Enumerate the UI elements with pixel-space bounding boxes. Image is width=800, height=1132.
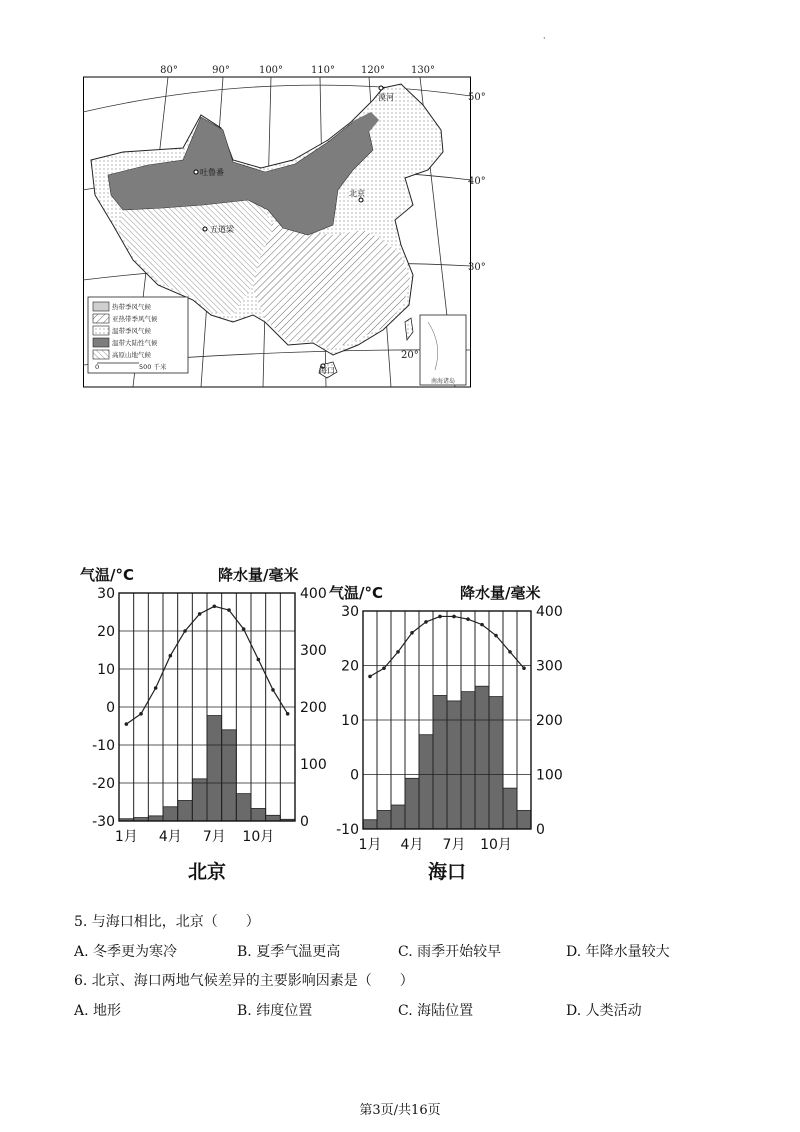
stray-dot: · — [543, 34, 546, 43]
month-tick-label: 1月 — [358, 837, 382, 853]
precip-bar — [251, 808, 266, 821]
latitude-label: 50° — [468, 92, 486, 103]
legend-item: 热带季风气候 — [112, 303, 151, 311]
question-5-option-b[interactable]: B. 夏季气温更高 — [237, 944, 341, 960]
chart-title: 海口 — [427, 861, 467, 883]
precip-axis-title: 降水量/毫米 — [460, 584, 541, 602]
precip-bar — [178, 800, 193, 821]
scale-label: 500 千米 — [139, 363, 167, 371]
precip-tick-label: 200 — [536, 713, 563, 729]
precip-tick-label: 0 — [300, 814, 309, 830]
temperature-point — [494, 634, 498, 638]
south-china-sea-inset — [420, 315, 466, 385]
temperature-point — [368, 675, 372, 679]
temperature-point — [125, 722, 129, 726]
temp-tick-label: 20 — [97, 624, 115, 640]
temperature-point — [382, 666, 386, 670]
longitude-label: 120° — [360, 65, 386, 76]
precip-bar — [489, 697, 503, 829]
precip-bar — [148, 816, 163, 821]
precip-tick-label: 100 — [536, 767, 563, 784]
temperature-point — [169, 654, 173, 658]
haikou-climate-chart — [322, 578, 572, 883]
precip-bar — [419, 735, 433, 829]
temperature-point — [452, 615, 456, 619]
month-tick-label: 4月 — [400, 837, 424, 853]
temperature-point — [508, 650, 512, 654]
precip-bar — [517, 810, 531, 829]
precip-bar — [222, 730, 237, 821]
month-tick-label: 7月 — [442, 837, 466, 853]
temperature-point — [139, 712, 143, 716]
question-5-option-d[interactable]: D. 年降水量较大 — [566, 944, 670, 960]
temperature-point — [286, 712, 290, 716]
legend-item: 亚热带季风气候 — [112, 315, 158, 323]
map-legend — [88, 297, 188, 373]
legend-item: 温带大陆性气候 — [112, 339, 158, 347]
temp-tick-label: 30 — [97, 586, 115, 602]
precip-axis-title: 降水量/毫米 — [218, 566, 299, 584]
temperature-point — [242, 627, 246, 631]
temp-tick-label: 0 — [106, 700, 115, 716]
longitude-label: 90° — [212, 65, 230, 76]
temperature-point — [183, 629, 187, 633]
month-tick-label: 10月 — [480, 837, 512, 853]
question-6-option-d[interactable]: D. 人类活动 — [566, 1003, 642, 1019]
longitude-label: 100° — [258, 65, 284, 76]
city-label: 海口 — [319, 366, 335, 375]
temperature-point — [522, 666, 526, 670]
temp-tick-label: 10 — [97, 662, 115, 678]
precip-bar — [391, 805, 405, 829]
question-6-option-b[interactable]: B. 纬度位置 — [237, 1003, 313, 1019]
temp-tick-label: 20 — [341, 658, 359, 675]
question-6-option-c[interactable]: C. 海陆位置 — [398, 1003, 474, 1019]
temperature-point — [257, 658, 261, 662]
china-climate-map — [83, 60, 486, 388]
longitude-label: 130° — [410, 65, 436, 76]
city-label: 五道梁 — [210, 225, 234, 234]
beijing-climate-chart — [78, 562, 328, 882]
question-5-option-a[interactable]: A. 冬季更为寒冷 — [74, 944, 178, 960]
temperature-point — [154, 686, 158, 690]
chart-title: 北京 — [187, 861, 227, 883]
precip-tick-label: 0 — [536, 822, 545, 838]
precip-tick-label: 200 — [300, 700, 327, 716]
precip-tick-label: 300 — [300, 643, 327, 659]
precip-tick-label: 400 — [536, 604, 563, 620]
city-label: 北京 — [349, 189, 365, 198]
temp-tick-label: -10 — [92, 738, 115, 754]
legend-item: 高原山地气候 — [112, 351, 151, 359]
temp-tick-label: 10 — [341, 713, 359, 729]
precip-bar — [192, 779, 207, 821]
month-tick-label: 7月 — [202, 829, 226, 845]
month-tick-label: 10月 — [242, 829, 275, 845]
precip-tick-label: 400 — [300, 586, 327, 602]
precip-bar — [363, 820, 377, 829]
precip-bar — [475, 686, 489, 829]
temperature-point — [466, 617, 470, 621]
precip-bar — [266, 815, 281, 821]
precip-bar — [236, 794, 251, 821]
temperature-point — [480, 623, 484, 627]
page-footer: 第3页/共16页 — [359, 1103, 441, 1118]
latitude-label: 40° — [468, 176, 486, 187]
question-6-option-a[interactable]: A. 地形 — [74, 1003, 122, 1019]
temperature-point — [438, 615, 442, 619]
temperature-point — [198, 612, 202, 616]
temp-tick-label: -30 — [92, 814, 115, 830]
temp-tick-label: -10 — [336, 822, 359, 838]
month-tick-label: 4月 — [158, 829, 182, 845]
month-tick-label: 1月 — [114, 829, 138, 845]
precip-bar — [433, 695, 447, 829]
longitude-label: 110° — [310, 65, 336, 76]
city-label: 漠河 — [378, 93, 394, 102]
precip-bar — [207, 716, 222, 821]
temp-tick-label: -20 — [92, 776, 115, 792]
precip-tick-label: 100 — [300, 757, 327, 773]
latitude-label: 20° — [401, 350, 419, 361]
scale-zero: 0 — [95, 363, 100, 371]
temperature-point — [410, 631, 414, 635]
precip-tick-label: 300 — [536, 658, 563, 675]
inset-label: 南海诸岛 — [430, 378, 456, 385]
temperature-point — [271, 688, 275, 692]
precip-bar — [163, 807, 178, 821]
question-6-stem: 6. 北京、海口两地气候差异的主要影响因素是（ ） — [74, 973, 414, 989]
temperature-point — [396, 650, 400, 654]
question-5-option-c[interactable]: C. 雨季开始较早 — [398, 944, 502, 960]
precip-bar — [405, 778, 419, 829]
temp-axis-title: 气温/°C — [80, 566, 134, 584]
temperature-point — [227, 608, 231, 612]
precip-bar — [503, 788, 517, 829]
temperature-point — [213, 605, 217, 609]
temp-axis-title: 气温/°C — [329, 584, 383, 602]
temp-tick-label: 30 — [341, 604, 359, 620]
latitude-label: 30° — [468, 262, 486, 273]
legend-item: 温带季风气候 — [112, 327, 151, 335]
temp-tick-label: 0 — [350, 767, 359, 784]
longitude-label: 80° — [160, 65, 178, 76]
question-5-stem: 5. 与海口相比，北京（ ） — [74, 914, 260, 930]
temperature-point — [424, 620, 428, 624]
precip-bar — [461, 692, 475, 829]
precip-bar — [377, 810, 391, 829]
city-label: 吐鲁番 — [200, 168, 224, 177]
